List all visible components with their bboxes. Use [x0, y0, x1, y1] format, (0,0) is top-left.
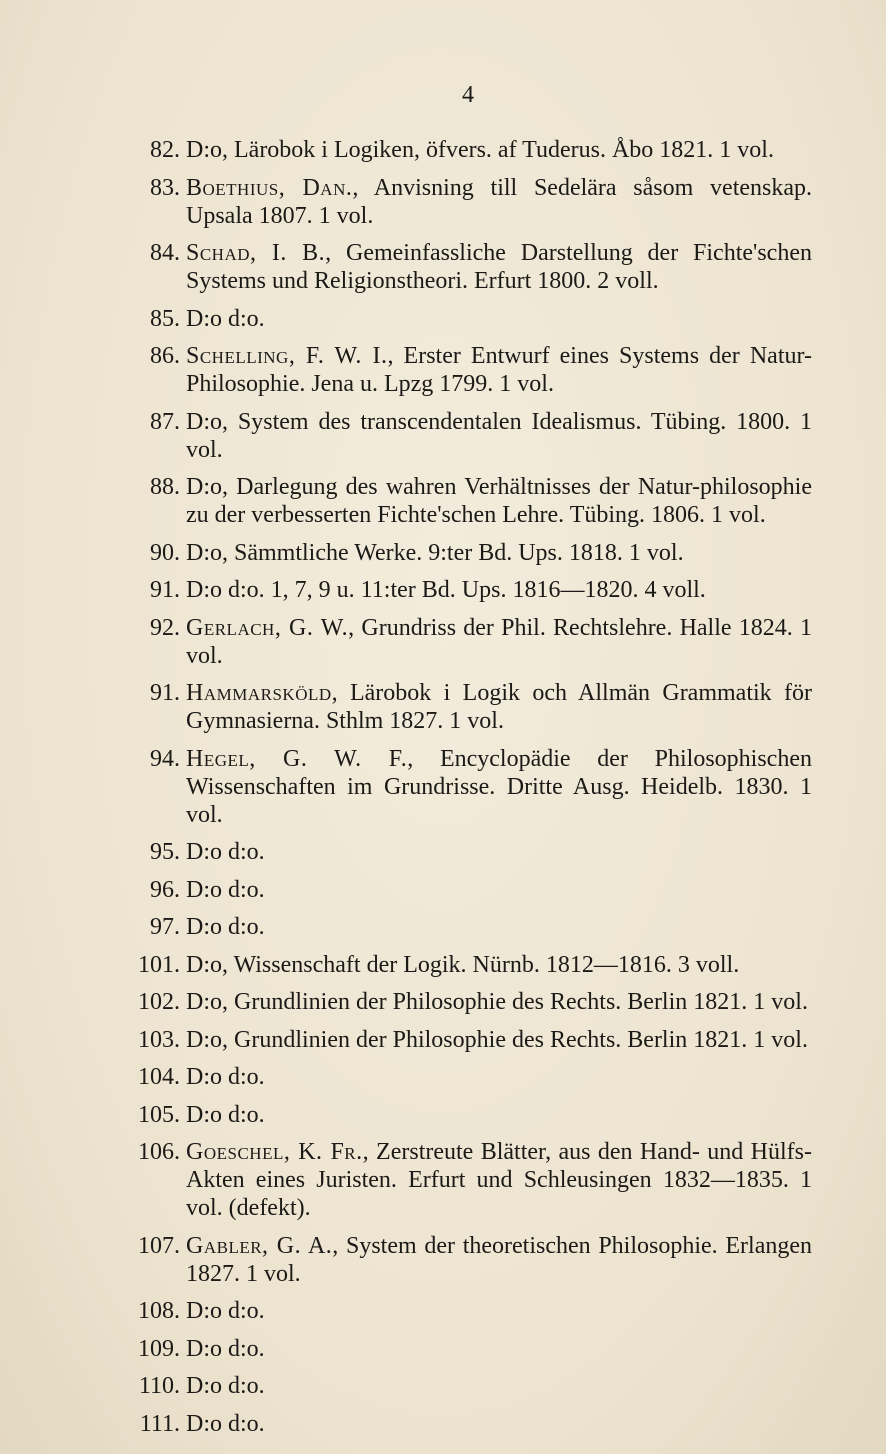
- entry-number: 84.: [150, 240, 180, 266]
- entry-number: 105.: [138, 1101, 180, 1128]
- entry-text: [186, 913, 812, 941]
- page-number: 4: [462, 82, 474, 108]
- entry-description: , Zerstreute Blätter, aus den Hand- und Hülfs-Akten eines Juristen. Erfurt und Schleusingen 1832—1835. 1 vol. (defekt).: [186, 1139, 812, 1221]
- entry-description: D:o, Grundlinien der Philosophie des Rechts. Berlin 1821. 1 vol.: [186, 1026, 808, 1053]
- entry-number: 104.: [138, 1064, 180, 1090]
- entry-number: 82.: [150, 137, 180, 163]
- entry-number: 88.: [150, 474, 180, 500]
- entry-number: 95.: [150, 839, 180, 865]
- entry-number: 97.: [150, 914, 180, 940]
- entry-number: 85.: [150, 305, 180, 332]
- entry-text: [186, 745, 812, 829]
- entry-number: 92.: [150, 614, 180, 641]
- entry-text: [186, 1026, 812, 1054]
- entry-description: , Grundriss der Phil. Rechtslehre. Halle 1824. 1 vol.: [186, 614, 812, 669]
- entry-description: D:o d:o.: [186, 1335, 265, 1362]
- catalog-entry: [128, 239, 812, 295]
- entry-number: 83.: [150, 174, 180, 201]
- entry-author: Gabler, G. A.: [186, 1232, 333, 1259]
- entry-author: Boethius, Dan.: [186, 174, 353, 201]
- catalog-entry: [128, 1372, 812, 1400]
- catalog-entry: [128, 576, 812, 604]
- entry-author: Hegel, G. W. F.: [186, 745, 408, 772]
- entry-number: 96.: [150, 876, 180, 903]
- entry-text: [186, 951, 812, 979]
- entry-description: D:o, System des transcendentalen Idealismus. Tübing. 1800. 1 vol.: [186, 408, 812, 463]
- entry-description: D:o, Wissenschaft der Logik. Nürnb. 1812—1816. 3 voll.: [186, 951, 740, 978]
- catalog-entry: [128, 1410, 812, 1438]
- entry-text: [186, 988, 812, 1016]
- catalog-entry: [128, 408, 812, 464]
- entry-text: [186, 305, 812, 333]
- catalog-entry: [128, 1335, 812, 1363]
- entry-description: D:o d:o.: [186, 876, 265, 903]
- entry-number: 91.: [150, 680, 180, 706]
- entry-number: 94.: [150, 745, 180, 772]
- catalog-entry: [128, 342, 812, 398]
- catalog-entry: [128, 876, 812, 904]
- entry-text: [186, 838, 812, 866]
- entry-text: [186, 1101, 812, 1129]
- catalog-entry: [128, 1101, 812, 1129]
- entry-description: , Anvisning till Sedelära såsom vetenskap. Upsala 1807. 1 vol.: [186, 174, 813, 229]
- entry-description: D:o d:o.: [186, 1410, 265, 1437]
- entry-description: D:o, Grundlinien der Philosophie des Rechts. Berlin 1821. 1 vol.: [186, 989, 808, 1015]
- entry-number: 107.: [138, 1232, 180, 1259]
- entry-number: 87.: [150, 408, 180, 435]
- catalog-entry: [128, 745, 812, 829]
- catalog-entry: [128, 988, 812, 1016]
- entry-description: D:o d:o.: [186, 839, 265, 865]
- entry-description: , Encyclopädie der Philosophischen Wissenschaften im Grundrisse. Dritte Ausg. Heidelb. 1830. 1 vol.: [186, 745, 812, 828]
- catalog-entry: [128, 136, 812, 164]
- entry-text: [186, 342, 812, 398]
- catalog-entry: [128, 951, 812, 979]
- entry-text: [186, 539, 812, 567]
- entry-text: [186, 679, 812, 735]
- entry-number: 111.: [139, 1410, 180, 1437]
- entry-text: [186, 576, 812, 604]
- entry-author: Hammarsköld: [186, 680, 332, 706]
- entry-text: [186, 614, 812, 670]
- entry-number: 102.: [138, 989, 180, 1015]
- catalog-entry: [128, 1297, 812, 1325]
- entry-author: Goeschel, K. Fr.: [186, 1139, 363, 1165]
- entry-text: [186, 473, 812, 529]
- entry-text: [186, 1372, 812, 1400]
- entry-description: D:o d:o.: [186, 1298, 265, 1324]
- entry-description: D:o d:o. 1, 7, 9 u. 11:ter Bd. Ups. 1816—1820. 4 voll.: [186, 577, 706, 603]
- entry-text: [186, 136, 812, 164]
- entry-text: [186, 239, 812, 295]
- entry-number: 103.: [138, 1026, 180, 1053]
- entry-description: D:o d:o.: [186, 914, 265, 940]
- entry-text: [186, 1138, 812, 1222]
- entry-description: , Lärobok i Logik och Allmän Grammatik för Gymnasierna. Sthlm 1827. 1 vol.: [186, 680, 812, 734]
- entry-text: [186, 1335, 812, 1363]
- catalog-entry: [128, 174, 812, 230]
- catalog-entries: [128, 136, 812, 1447]
- catalog-entry: [128, 1063, 812, 1091]
- entry-number: 108.: [138, 1298, 180, 1324]
- entry-text: [186, 876, 812, 904]
- entry-number: 90.: [150, 539, 180, 566]
- entry-text: [186, 1297, 812, 1325]
- entry-description: D:o d:o.: [186, 1373, 265, 1399]
- entry-author: Gerlach, G. W.: [186, 614, 349, 641]
- catalog-entry: [128, 679, 812, 735]
- entry-author: Schelling, F. W. I.: [186, 343, 388, 369]
- entry-description: , Gemeinfassliche Darstellung der Fichte'schen Systems und Religionstheori. Erfurt 1800. 2 voll.: [186, 240, 812, 294]
- entry-number: 86.: [150, 343, 180, 369]
- entry-description: D:o, Lärobok i Logiken, öfvers. af Tuderus. Åbo 1821. 1 vol.: [186, 137, 774, 163]
- entry-text: [186, 1232, 812, 1288]
- catalog-entry: [128, 1026, 812, 1054]
- entry-description: D:o d:o.: [186, 1101, 265, 1128]
- catalog-entry: [128, 1138, 812, 1222]
- entry-description: D:o d:o.: [186, 305, 265, 332]
- entry-description: D:o, Sämmtliche Werke. 9:ter Bd. Ups. 1818. 1 vol.: [186, 539, 684, 566]
- entry-number: 106.: [138, 1139, 180, 1165]
- entry-text: [186, 1410, 812, 1438]
- entry-description: D:o d:o.: [186, 1064, 265, 1090]
- catalog-entry: [128, 473, 812, 529]
- entry-number: 101.: [138, 951, 180, 978]
- entry-text: [186, 408, 812, 464]
- catalog-entry: [128, 614, 812, 670]
- entry-text: [186, 174, 812, 230]
- catalog-entry: [128, 1232, 812, 1288]
- entry-text: [186, 1063, 812, 1091]
- entry-description: , Erster Entwurf eines Systems der Natur-Philosophie. Jena u. Lpzg 1799. 1 vol.: [186, 343, 813, 397]
- entry-number: 91.: [150, 577, 180, 603]
- entry-number: 110.: [138, 1373, 180, 1399]
- catalog-entry: [128, 913, 812, 941]
- entry-author: Schad, I. B.: [186, 240, 326, 266]
- catalog-entry: [128, 539, 812, 567]
- entry-description: D:o, Darlegung des wahren Verhältnisses der Natur-philosophie zu der verbesserten Fichte'schen Lehre. Tübing. 1806. 1 vol.: [186, 474, 812, 528]
- entry-description: , System der theoretischen Philosophie. Erlangen 1827. 1 vol.: [186, 1232, 813, 1287]
- catalog-entry: [128, 305, 812, 333]
- catalog-entry: [128, 838, 812, 866]
- entry-number: 109.: [138, 1335, 180, 1362]
